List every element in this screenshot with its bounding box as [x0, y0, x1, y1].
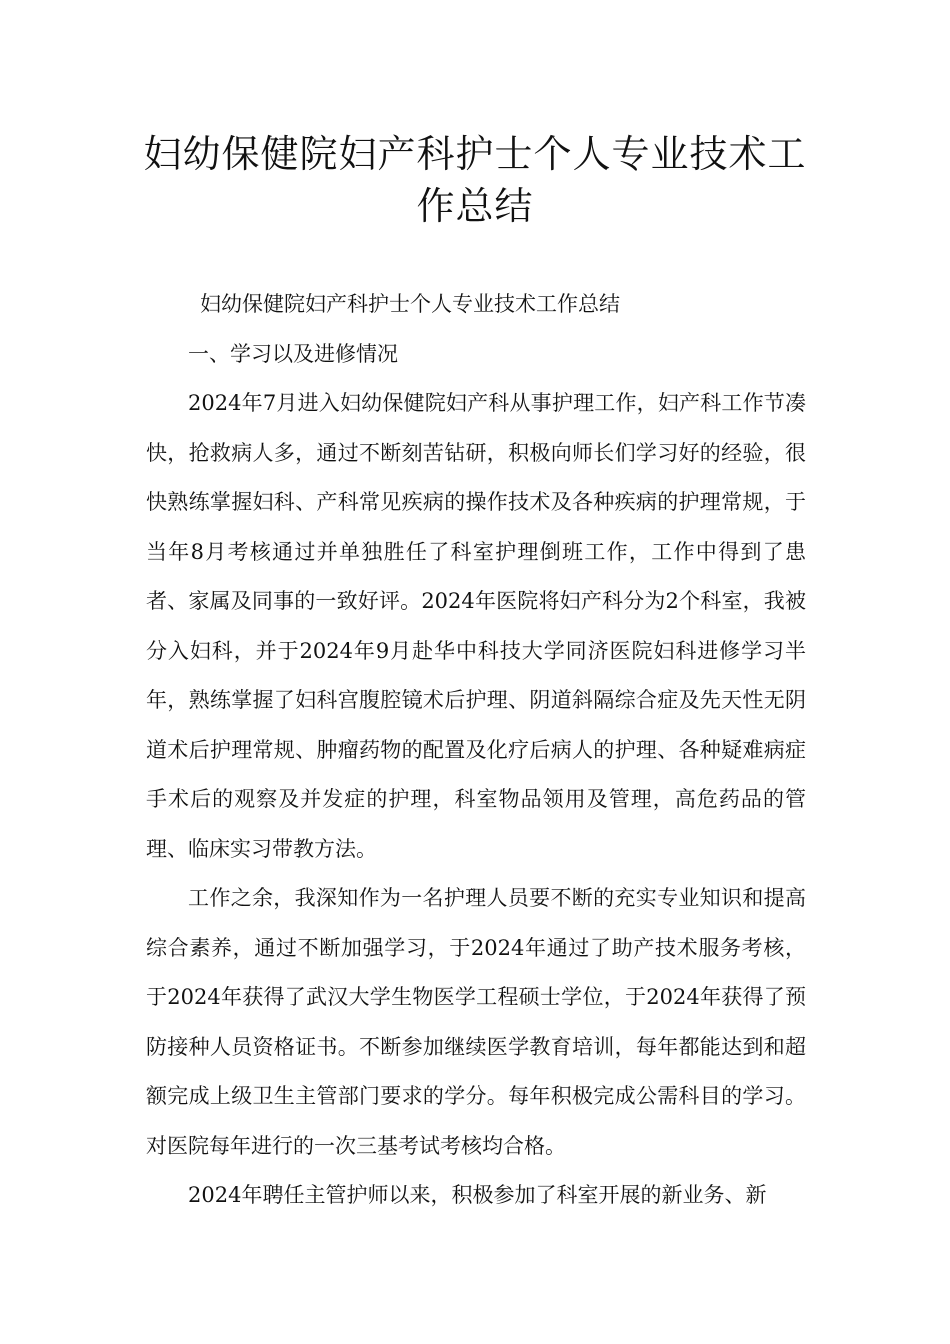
section-heading: 一、学习以及进修情况 — [188, 341, 398, 366]
body-paragraph: 工作之余，我深知作为一名护理人员要不断的充实专业知识和提高综合素养，通过不断加强学习，于2024年通过了助产技术服务考核，于2024年获得了武汉大学生物医学工程硕士学位，于2024年获得了预防接种人员资格证书。不断参加继续医学教育培训，每年都能达到和超额完成上级卫生主管部门要求的学分。每年积极完成公需科目的学习。对医院每年进行的一次三基考试考核均合格。 — [146, 886, 806, 1158]
document-body — [146, 280, 806, 1221]
document-title: 妇幼保健院妇产科护士个人专业技术工作总结 — [143, 132, 807, 228]
body-paragraph: 2024年聘任主管护师以来，积极参加了科室开展的新业务、新 — [188, 1183, 767, 1207]
body-paragraph: 2024年7月进入妇幼保健院妇产科从事护理工作，妇产科工作节凑快，抢救病人多，通过不断刻苦钻研，积极向师长们学习好的经验，很快熟练掌握妇科、产科常见疾病的操作技术及各种疾病的护理常规，于当年8月考核通过并单独胜任了科室护理倒班工作，工作中得到了患者、家属及同事的一致好评。2024年医院将妇产科分为2个科室，我被分入妇科，并于2024年9月赴华中科技大学同济医院妇科进修学习半年，熟练掌握了妇科宫腹腔镜术后护理、阴道斜隔综合症及先天性无阴道术后护理常规、肿瘤药物的配置及化疗后病人的护理、各种疑难病症手术后的观察及并发症的护理，科室物品领用及管理，高危药品的管理、临床实习带教方法。 — [146, 391, 806, 861]
document-subtitle: 妇幼保健院妇产科护士个人专业技术工作总结 — [200, 292, 620, 316]
